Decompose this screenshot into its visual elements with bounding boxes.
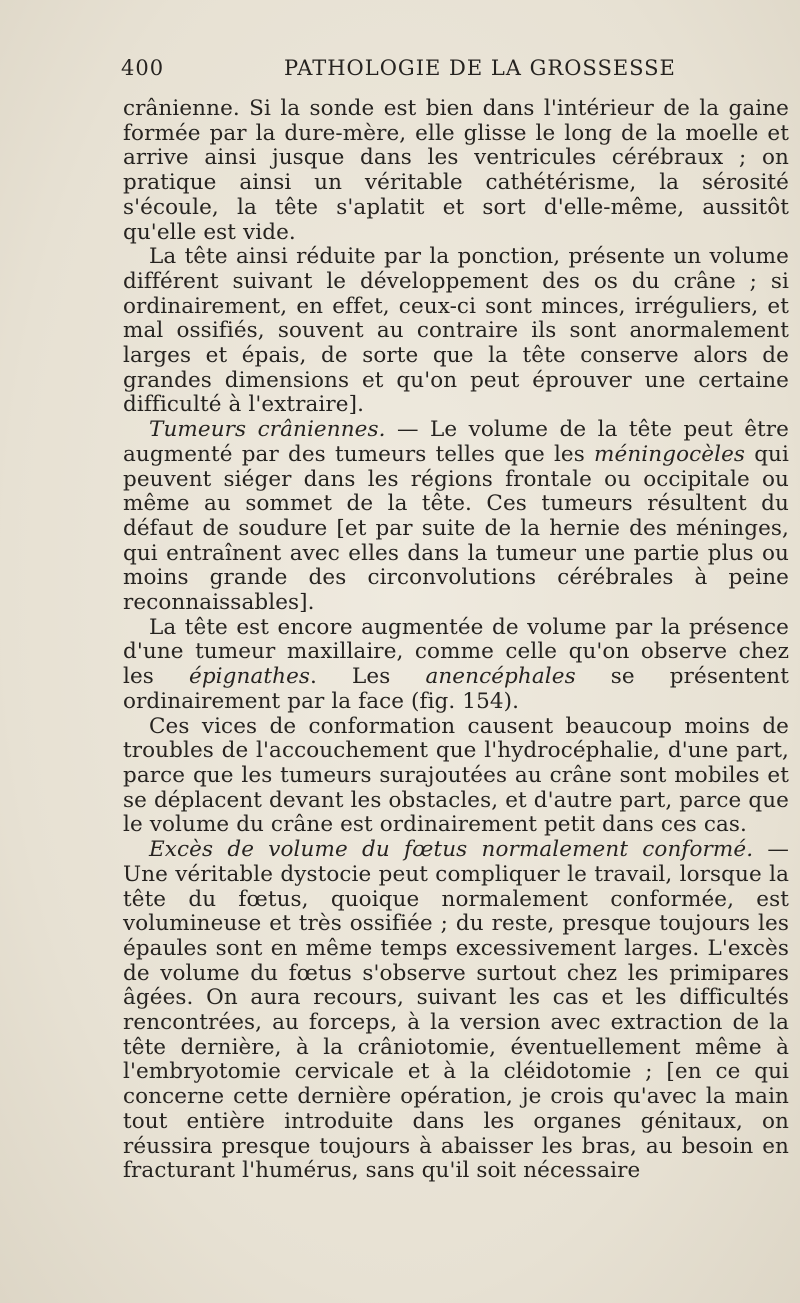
- paragraph-fetal-excess-volume: Excès de volume du fœtus normalement conformé. — Une véritable dystocie peut compliquer le travail, lorsque la tête du fœtus, quoique normalement conformée, est volumineuse et très ossifiée ; du reste, presque toujours les épaules sont en même temps excessivement larges. L'excès de volume du fœtus s'observe surtout chez les primipares âgées. On aura recours, suivant les cas et les difficultés rencontrées, au forceps, à la version avec extraction de la tête dernière, à la crâniotomie, éventuellement même à l'embryotomie cervicale et à la cléidotomie ; [en ce qui concerne cette dernière opération, je crois qu'avec la main tout entière introduite dans les organes génitaux, on réussira presque toujours à abaisser les bras, au besoin en fracturant l'humérus, sans qu'il soit nécessaire: [123, 837, 789, 1184]
- term-meningoceles: méningocèles: [594, 441, 746, 467]
- running-title: PATHOLOGIE DE LA GROSSESSE: [284, 56, 676, 80]
- paragraph-maxillary-tumor: La tête est encore augmentée de volume par la présence d'une tumeur maxillaire, comme celle qu'on observe chez les épignathes. Les anencéphales se présentent ordinairement par la face (fig. 154).: [123, 614, 789, 714]
- section-title-cranial-tumors: Tumeurs crâniennes.: [149, 417, 386, 443]
- paragraph-conformation-vices: Ces vices de conformation causent beaucoup moins de troubles de l'accouchement que l'hydrocéphalie, d'une part, parce que les tumeurs surajoutées au crâne sont mobiles et se déplacent devant les obstacles, et d'autre part, parce que le volume du crâne est ordinairement petit dans ces cas.: [123, 713, 789, 838]
- paragraph-reduced-head: La tête ainsi réduite par la ponction, présente un volume différent suivant le développement des os du crâne ; si ordinairement, en effet, ceux-ci sont minces, irréguliers, et mal ossifiés, souvent au contraire ils sont anormalement larges et épais, de sorte que la tête conserve alors de grandes dimensions et qu'on peut éprouver une certaine difficulté à l'extraire].: [123, 244, 789, 418]
- section-title-fetal-excess-volume: Excès de volume du fœtus normalement conformé.: [149, 837, 754, 863]
- term-anencephales: anencéphales: [425, 664, 576, 690]
- page-header: [121, 56, 691, 86]
- page-number: 400: [121, 56, 165, 80]
- term-epignathes: épignathes: [189, 664, 311, 690]
- body-text: [123, 97, 789, 1184]
- paragraph-continuation: crânienne. Si la sonde est bien dans l'intérieur de la gaine formée par la dure-mère, elle glisse le long de la moelle et arrive ainsi jusque dans les ventricules cérébraux ; on pratique ainsi un véritable cathétérisme, la sérosité s'écoule, la tête s'aplatit et sort d'elle-même, aussitôt qu'elle est vide.: [123, 96, 789, 245]
- paragraph-cranial-tumors: Tumeurs crâniennes. — Le volume de la tête peut être augmenté par des tumeurs telles que les méningocèles qui peuvent siéger dans les régions frontale ou occipitale ou même au sommet de la tête. Ces tumeurs résultent du défaut de soudure [et par suite de la hernie des méninges, qui entraînent avec elles dans la tumeur une partie plus ou moins grande des circonvolutions cérébrales à peine reconnaissables].: [123, 417, 789, 616]
